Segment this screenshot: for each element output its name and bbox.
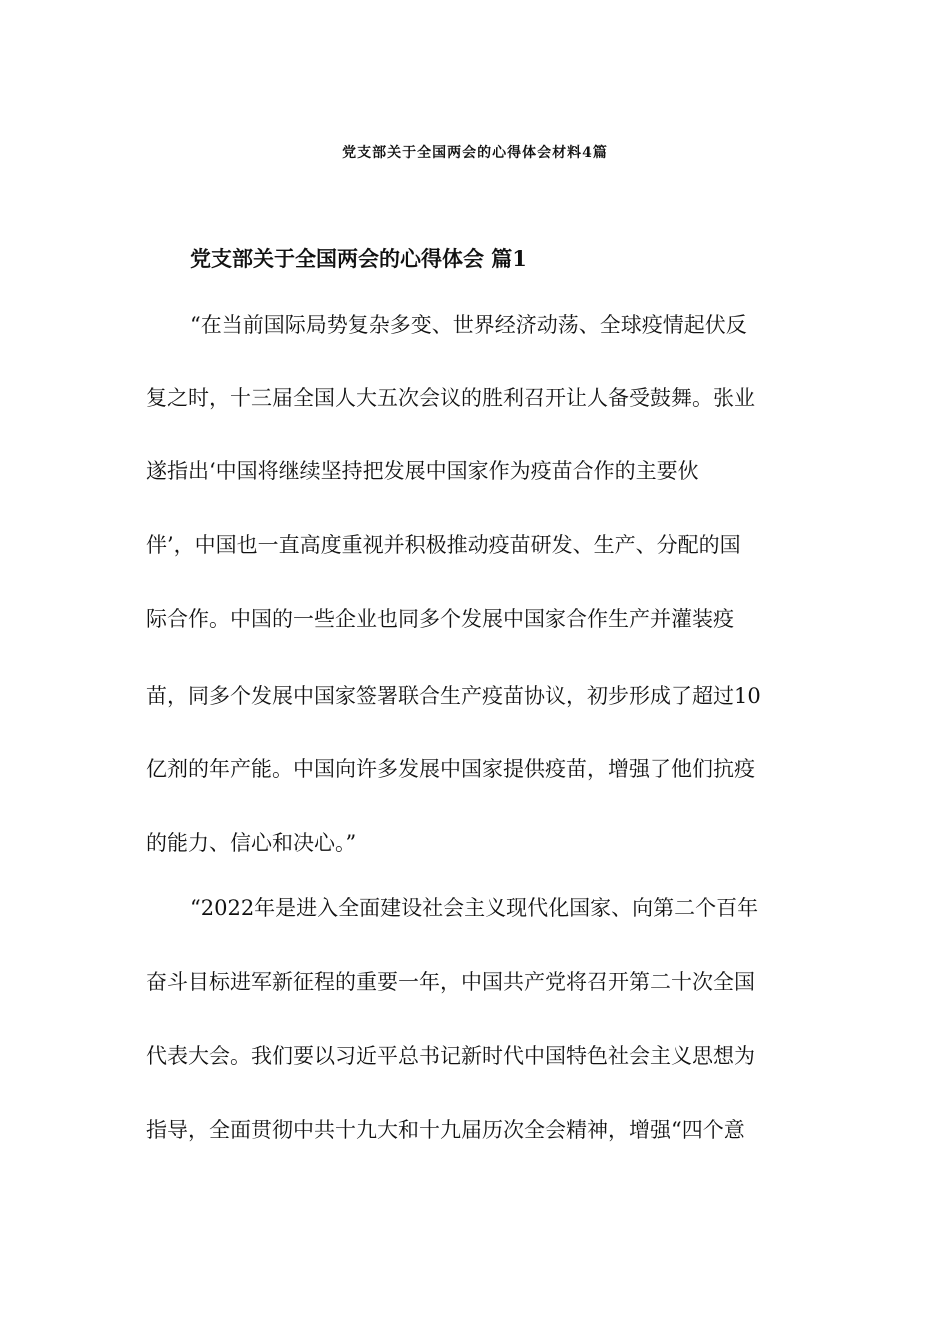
body-line: 伴’，中国也一直高度重视并积极推动疫苗研发、生产、分配的国 [146, 533, 741, 557]
body-line: 指导，全面贯彻中共十九大和十九届历次全会精神，增强“四个意 [146, 1118, 745, 1142]
body-line: 苗，同多个发展中国家签署联合生产疫苗协议，初步形成了超过10 [146, 684, 761, 708]
body-line: 遂指出‘中国将继续坚持把发展中国家作为疫苗合作的主要伙 [146, 459, 699, 483]
body-line: 亿剂的年产能。中国向许多发展中国家提供疫苗，增强了他们抗疫 [146, 757, 755, 781]
body-line: 奋斗目标进军新征程的重要一年，中国共产党将召开第二十次全国 [146, 970, 755, 994]
body-line: 的能力、信心和决心。” [146, 831, 357, 855]
body-line: 际合作。中国的一些企业也同多个发展中国家合作生产并灌装疫 [146, 607, 734, 631]
body-line: “在当前国际局势复杂多变、世界经济动荡、全球疫情起伏反 [190, 313, 747, 337]
body-line: “2022年是进入全面建设社会主义现代化国家、向第二个百年 [190, 896, 759, 920]
document-title: 党支部关于全国两会的心得体会材料4篇 [342, 145, 608, 161]
body-line: 复之时，十三届全国人大五次会议的胜利召开让人备受鼓舞。张业 [146, 386, 755, 410]
section-heading: 党支部关于全国两会的心得体会 篇1 [190, 246, 527, 271]
body-line: 代表大会。我们要以习近平总书记新时代中国特色社会主义思想为 [146, 1044, 755, 1068]
